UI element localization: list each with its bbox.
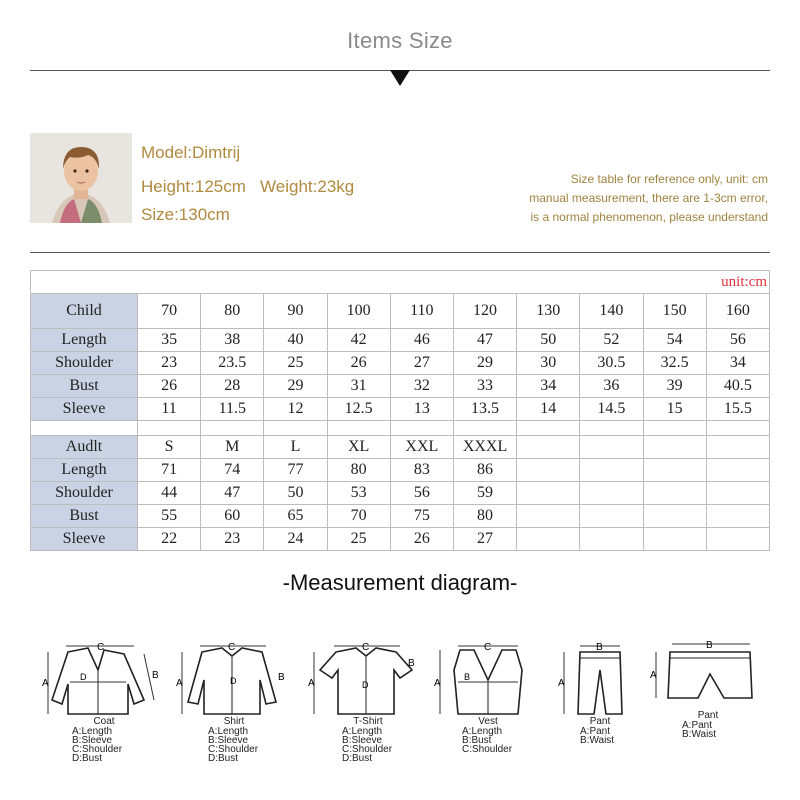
legend-item: A:Length	[72, 726, 113, 737]
svg-text:C: C	[228, 642, 236, 653]
table-cell: 47	[453, 329, 516, 352]
svg-text:B: B	[408, 658, 415, 669]
row-label-cell: Sleeve	[31, 398, 138, 421]
spacer-row	[31, 421, 770, 436]
divider	[30, 252, 770, 253]
table-cell: 13	[390, 398, 453, 421]
table-cell	[643, 505, 706, 528]
legend-item: A:Pant	[580, 726, 611, 737]
size-table	[30, 270, 770, 551]
row-label-cell: Bust	[31, 505, 138, 528]
table-cell: 110	[390, 294, 453, 329]
table-cell: 14	[517, 398, 580, 421]
table-cell	[580, 482, 643, 505]
table-cell	[580, 459, 643, 482]
vest-icon	[424, 640, 552, 716]
table-cell	[517, 505, 580, 528]
table-cell: 50	[517, 329, 580, 352]
child-header-row	[31, 294, 770, 329]
table-cell	[643, 459, 706, 482]
size-note-line-2: manual measurement, there are 1-3cm error,	[529, 191, 768, 205]
table-cell: 23	[201, 528, 264, 551]
table-cell: 77	[264, 459, 327, 482]
spacer-cell	[643, 421, 706, 436]
row-label-cell: Bust	[31, 375, 138, 398]
table-cell: 29	[264, 375, 327, 398]
size-note-line-3: is a normal phenomenon, please understand	[530, 210, 768, 224]
table-cell: 22	[138, 528, 201, 551]
shirt-label: Shirt	[223, 716, 245, 727]
pointer-triangle-icon	[390, 70, 410, 86]
table-cell: 80	[327, 459, 390, 482]
row-label-cell: Sleeve	[31, 528, 138, 551]
spacer-cell	[327, 421, 390, 436]
legend-item: B:Sleeve	[208, 735, 249, 746]
legend-item: C:Shoulder	[462, 744, 513, 755]
legend-item: A:Pant	[682, 720, 713, 731]
spacer-cell	[580, 421, 643, 436]
table-cell: 70	[327, 505, 390, 528]
svg-text:B: B	[464, 672, 471, 682]
table-cell: 70	[138, 294, 201, 329]
legend-item: C:Shoulder	[72, 744, 123, 755]
table-cell: 24	[264, 528, 327, 551]
legend-item: B:Waist	[580, 735, 615, 746]
spacer-cell	[31, 421, 138, 436]
shirt-diagram	[170, 640, 298, 770]
table-cell: 56	[390, 482, 453, 505]
table-cell: 47	[201, 482, 264, 505]
shirt-icon	[170, 640, 298, 716]
table-cell: 29	[453, 352, 516, 375]
table-cell: 160	[706, 294, 769, 329]
table-cell: 32	[390, 375, 453, 398]
pant-label: Pant	[589, 716, 611, 727]
table-cell: 86	[453, 459, 516, 482]
table-cell: 50	[264, 482, 327, 505]
table-cell: 40.5	[706, 375, 769, 398]
unit-label: unit:cm	[31, 271, 770, 294]
svg-text:C: C	[484, 642, 492, 653]
table-cell	[517, 528, 580, 551]
table-cell: 30	[517, 352, 580, 375]
table-cell: 23	[138, 352, 201, 375]
table-cell: 90	[264, 294, 327, 329]
table-cell: 53	[327, 482, 390, 505]
table-cell	[706, 505, 769, 528]
legend-item: D:Bust	[208, 753, 239, 764]
table-cell: XXXL	[453, 436, 516, 459]
table-cell: 54	[643, 329, 706, 352]
tshirt-diagram	[304, 640, 432, 770]
spacer-cell	[138, 421, 201, 436]
table-cell	[706, 528, 769, 551]
spacer-cell	[453, 421, 516, 436]
coat-label: Coat	[93, 716, 115, 727]
model-photo	[30, 133, 132, 223]
table-row	[31, 505, 770, 528]
model-name: Model:Dimtrij	[141, 143, 241, 162]
legend-item: B:Sleeve	[72, 735, 113, 746]
table-cell: 30.5	[580, 352, 643, 375]
table-cell: 33	[453, 375, 516, 398]
table-row	[31, 329, 770, 352]
legend-item: B:Waist	[682, 729, 717, 740]
table-cell: XXL	[390, 436, 453, 459]
table-cell	[517, 459, 580, 482]
legend-item: A:Length	[208, 726, 249, 737]
table-cell: 46	[390, 329, 453, 352]
coat-icon	[40, 640, 168, 716]
table-cell	[706, 459, 769, 482]
table-cell: 36	[580, 375, 643, 398]
table-cell: 80	[453, 505, 516, 528]
table-row	[31, 352, 770, 375]
table-cell: XL	[327, 436, 390, 459]
table-cell: 23.5	[201, 352, 264, 375]
row-label-cell: Audlt	[31, 436, 138, 459]
svg-text:A: A	[558, 678, 565, 689]
svg-text:B: B	[596, 642, 603, 653]
svg-text:A: A	[650, 670, 657, 681]
table-cell: 100	[327, 294, 390, 329]
table-cell: M	[201, 436, 264, 459]
table-row	[31, 375, 770, 398]
table-cell: 52	[580, 329, 643, 352]
legend-item: D:Bust	[342, 753, 373, 764]
svg-text:B: B	[278, 672, 285, 683]
table-cell: 25	[327, 528, 390, 551]
table-cell: S	[138, 436, 201, 459]
svg-text:A: A	[42, 678, 49, 689]
table-cell: 40	[264, 329, 327, 352]
table-cell: 25	[264, 352, 327, 375]
table-cell: 44	[138, 482, 201, 505]
table-cell: 11	[138, 398, 201, 421]
model-height-weight: Height:125cm Weight:23kg	[141, 177, 355, 196]
spacer-cell	[706, 421, 769, 436]
row-label-cell: Shoulder	[31, 352, 138, 375]
table-cell: 130	[517, 294, 580, 329]
table-cell: 32.5	[643, 352, 706, 375]
short-pant-diagram	[646, 640, 770, 770]
table-cell	[643, 528, 706, 551]
spacer-cell	[264, 421, 327, 436]
table-cell	[580, 528, 643, 551]
row-label-cell: Length	[31, 459, 138, 482]
table-cell: 83	[390, 459, 453, 482]
table-cell	[580, 436, 643, 459]
svg-text:A: A	[308, 678, 315, 689]
table-cell: 31	[327, 375, 390, 398]
table-row	[31, 459, 770, 482]
table-cell: 56	[706, 329, 769, 352]
table-cell	[706, 436, 769, 459]
table-cell: 39	[643, 375, 706, 398]
table-cell: 74	[201, 459, 264, 482]
tshirt-label: T-Shirt	[353, 716, 383, 727]
svg-text:D: D	[362, 680, 369, 690]
coat-diagram	[40, 640, 168, 770]
vest-diagram	[424, 640, 552, 770]
table-cell: 120	[453, 294, 516, 329]
table-cell: 28	[201, 375, 264, 398]
table-cell: 65	[264, 505, 327, 528]
model-size: Size:130cm	[141, 205, 230, 224]
svg-text:B: B	[706, 640, 713, 651]
table-cell: 75	[390, 505, 453, 528]
table-cell: 12	[264, 398, 327, 421]
table-cell: 71	[138, 459, 201, 482]
legend-item: B:Sleeve	[342, 735, 383, 746]
table-cell: 26	[390, 528, 453, 551]
table-cell: 55	[138, 505, 201, 528]
table-cell: L	[264, 436, 327, 459]
table-cell: 34	[706, 352, 769, 375]
table-cell: 26	[327, 352, 390, 375]
row-label-cell: Shoulder	[31, 482, 138, 505]
table-row	[31, 398, 770, 421]
page-title: Items Size	[347, 28, 453, 53]
svg-text:C: C	[97, 642, 105, 653]
table-cell: 15.5	[706, 398, 769, 421]
table-cell: 15	[643, 398, 706, 421]
spacer-cell	[517, 421, 580, 436]
table-cell: 27	[390, 352, 453, 375]
table-cell: 80	[201, 294, 264, 329]
table-cell: 11.5	[201, 398, 264, 421]
pant-diagram	[550, 640, 650, 770]
size-note-line-1: Size table for reference only, unit: cm	[570, 172, 768, 186]
pant-icon	[550, 640, 650, 716]
legend-item: C:Shoulder	[342, 744, 393, 755]
table-cell: 34	[517, 375, 580, 398]
table-cell: 150	[643, 294, 706, 329]
table-cell: 12.5	[327, 398, 390, 421]
svg-text:D: D	[230, 676, 237, 686]
svg-text:D: D	[80, 672, 87, 682]
table-cell: 13.5	[453, 398, 516, 421]
table-cell: 35	[138, 329, 201, 352]
table-cell	[643, 436, 706, 459]
short-pant-label: Pant	[697, 710, 719, 721]
table-cell	[706, 482, 769, 505]
table-row	[31, 482, 770, 505]
table-cell	[580, 505, 643, 528]
spacer-cell	[201, 421, 264, 436]
svg-text:B: B	[152, 670, 159, 681]
legend-item: D:Bust	[72, 753, 103, 764]
table-cell: 59	[453, 482, 516, 505]
svg-text:A: A	[434, 678, 441, 689]
svg-text:C: C	[362, 642, 370, 653]
svg-text:A: A	[176, 678, 183, 689]
vest-label: Vest	[478, 716, 498, 727]
table-cell: 38	[201, 329, 264, 352]
diagram-title: -Measurement diagram-	[282, 570, 518, 595]
tshirt-icon	[304, 640, 432, 716]
table-cell: 27	[453, 528, 516, 551]
legend-item: A:Length	[462, 726, 503, 737]
table-row	[31, 528, 770, 551]
table-cell	[517, 436, 580, 459]
table-cell: 14.5	[580, 398, 643, 421]
table-cell: 60	[201, 505, 264, 528]
spacer-cell	[390, 421, 453, 436]
legend-item: B:Bust	[462, 735, 492, 746]
table-cell	[643, 482, 706, 505]
legend-item: A:Length	[342, 726, 383, 737]
row-label-cell: Length	[31, 329, 138, 352]
table-cell	[517, 482, 580, 505]
table-cell: 26	[138, 375, 201, 398]
unit-row	[31, 271, 770, 294]
short-pant-icon	[646, 640, 770, 716]
table-cell: 42	[327, 329, 390, 352]
legend-item: C:Shoulder	[208, 744, 259, 755]
row-label-cell: Child	[31, 294, 138, 329]
table-cell: 140	[580, 294, 643, 329]
adult-header-row	[31, 436, 770, 459]
